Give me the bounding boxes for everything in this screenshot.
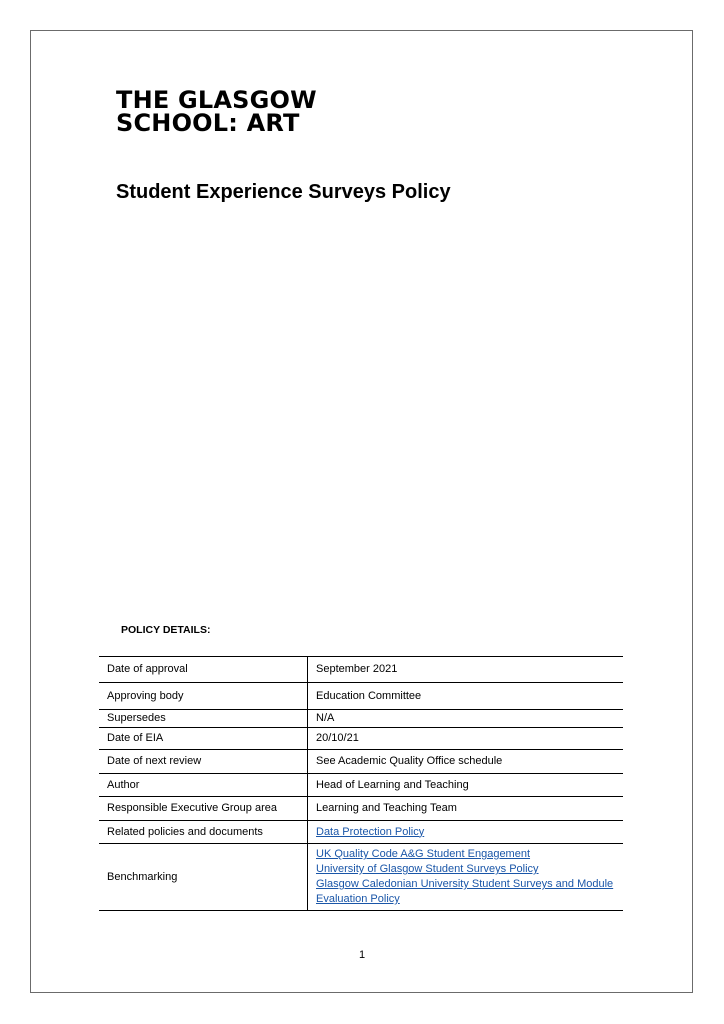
page-title: Student Experience Surveys Policy: [116, 181, 451, 203]
row-label: Date of EIA: [99, 728, 308, 750]
uk-quality-code-link[interactable]: UK Quality Code A&G Student Engagement: [316, 848, 531, 860]
glasgow-caledonian-surveys-link[interactable]: Glasgow Caledonian University Student Surveys and Module Evaluation Policy: [316, 878, 614, 905]
page-number: 1: [358, 949, 366, 961]
table-row: [99, 821, 623, 844]
university-of-glasgow-surveys-link[interactable]: University of Glasgow Student Surveys Policy: [316, 863, 539, 875]
row-label: Related policies and documents: [99, 821, 308, 844]
row-value: N/A: [316, 712, 335, 724]
table-row: [99, 657, 623, 683]
row-label: Date of approval: [99, 657, 308, 683]
policy-details-heading: POLICY DETAILS:: [121, 624, 211, 636]
table-row: [99, 750, 623, 774]
logo-line-1: THE GLASGOW: [116, 86, 317, 114]
gsa-logo: [116, 86, 346, 137]
data-protection-policy-link[interactable]: Data Protection Policy: [316, 825, 425, 838]
logo-line-2: SCHOOL: ART: [116, 109, 300, 137]
row-value: September 2021: [316, 663, 398, 675]
row-label: Date of next review: [99, 750, 308, 774]
row-value: [308, 844, 624, 911]
row-value: See Academic Quality Office schedule: [316, 755, 503, 767]
row-label: Approving body: [99, 683, 308, 710]
table-row: [99, 710, 623, 728]
row-label: Author: [99, 774, 308, 797]
table-row: [99, 774, 623, 797]
row-value: Learning and Teaching Team: [316, 802, 457, 814]
table-row: [99, 844, 623, 911]
table-row: [99, 728, 623, 750]
row-value: Education Committee: [316, 689, 422, 702]
row-value: Head of Learning and Teaching: [316, 778, 469, 791]
table-row: [99, 683, 623, 710]
row-value: [308, 821, 624, 844]
row-label: Benchmarking: [99, 844, 308, 911]
row-label: Responsible Executive Group area: [99, 797, 308, 821]
row-value: 20/10/21: [316, 732, 359, 744]
policy-details-table: [99, 656, 623, 911]
row-label: Supersedes: [99, 710, 308, 728]
table-row: [99, 797, 623, 821]
